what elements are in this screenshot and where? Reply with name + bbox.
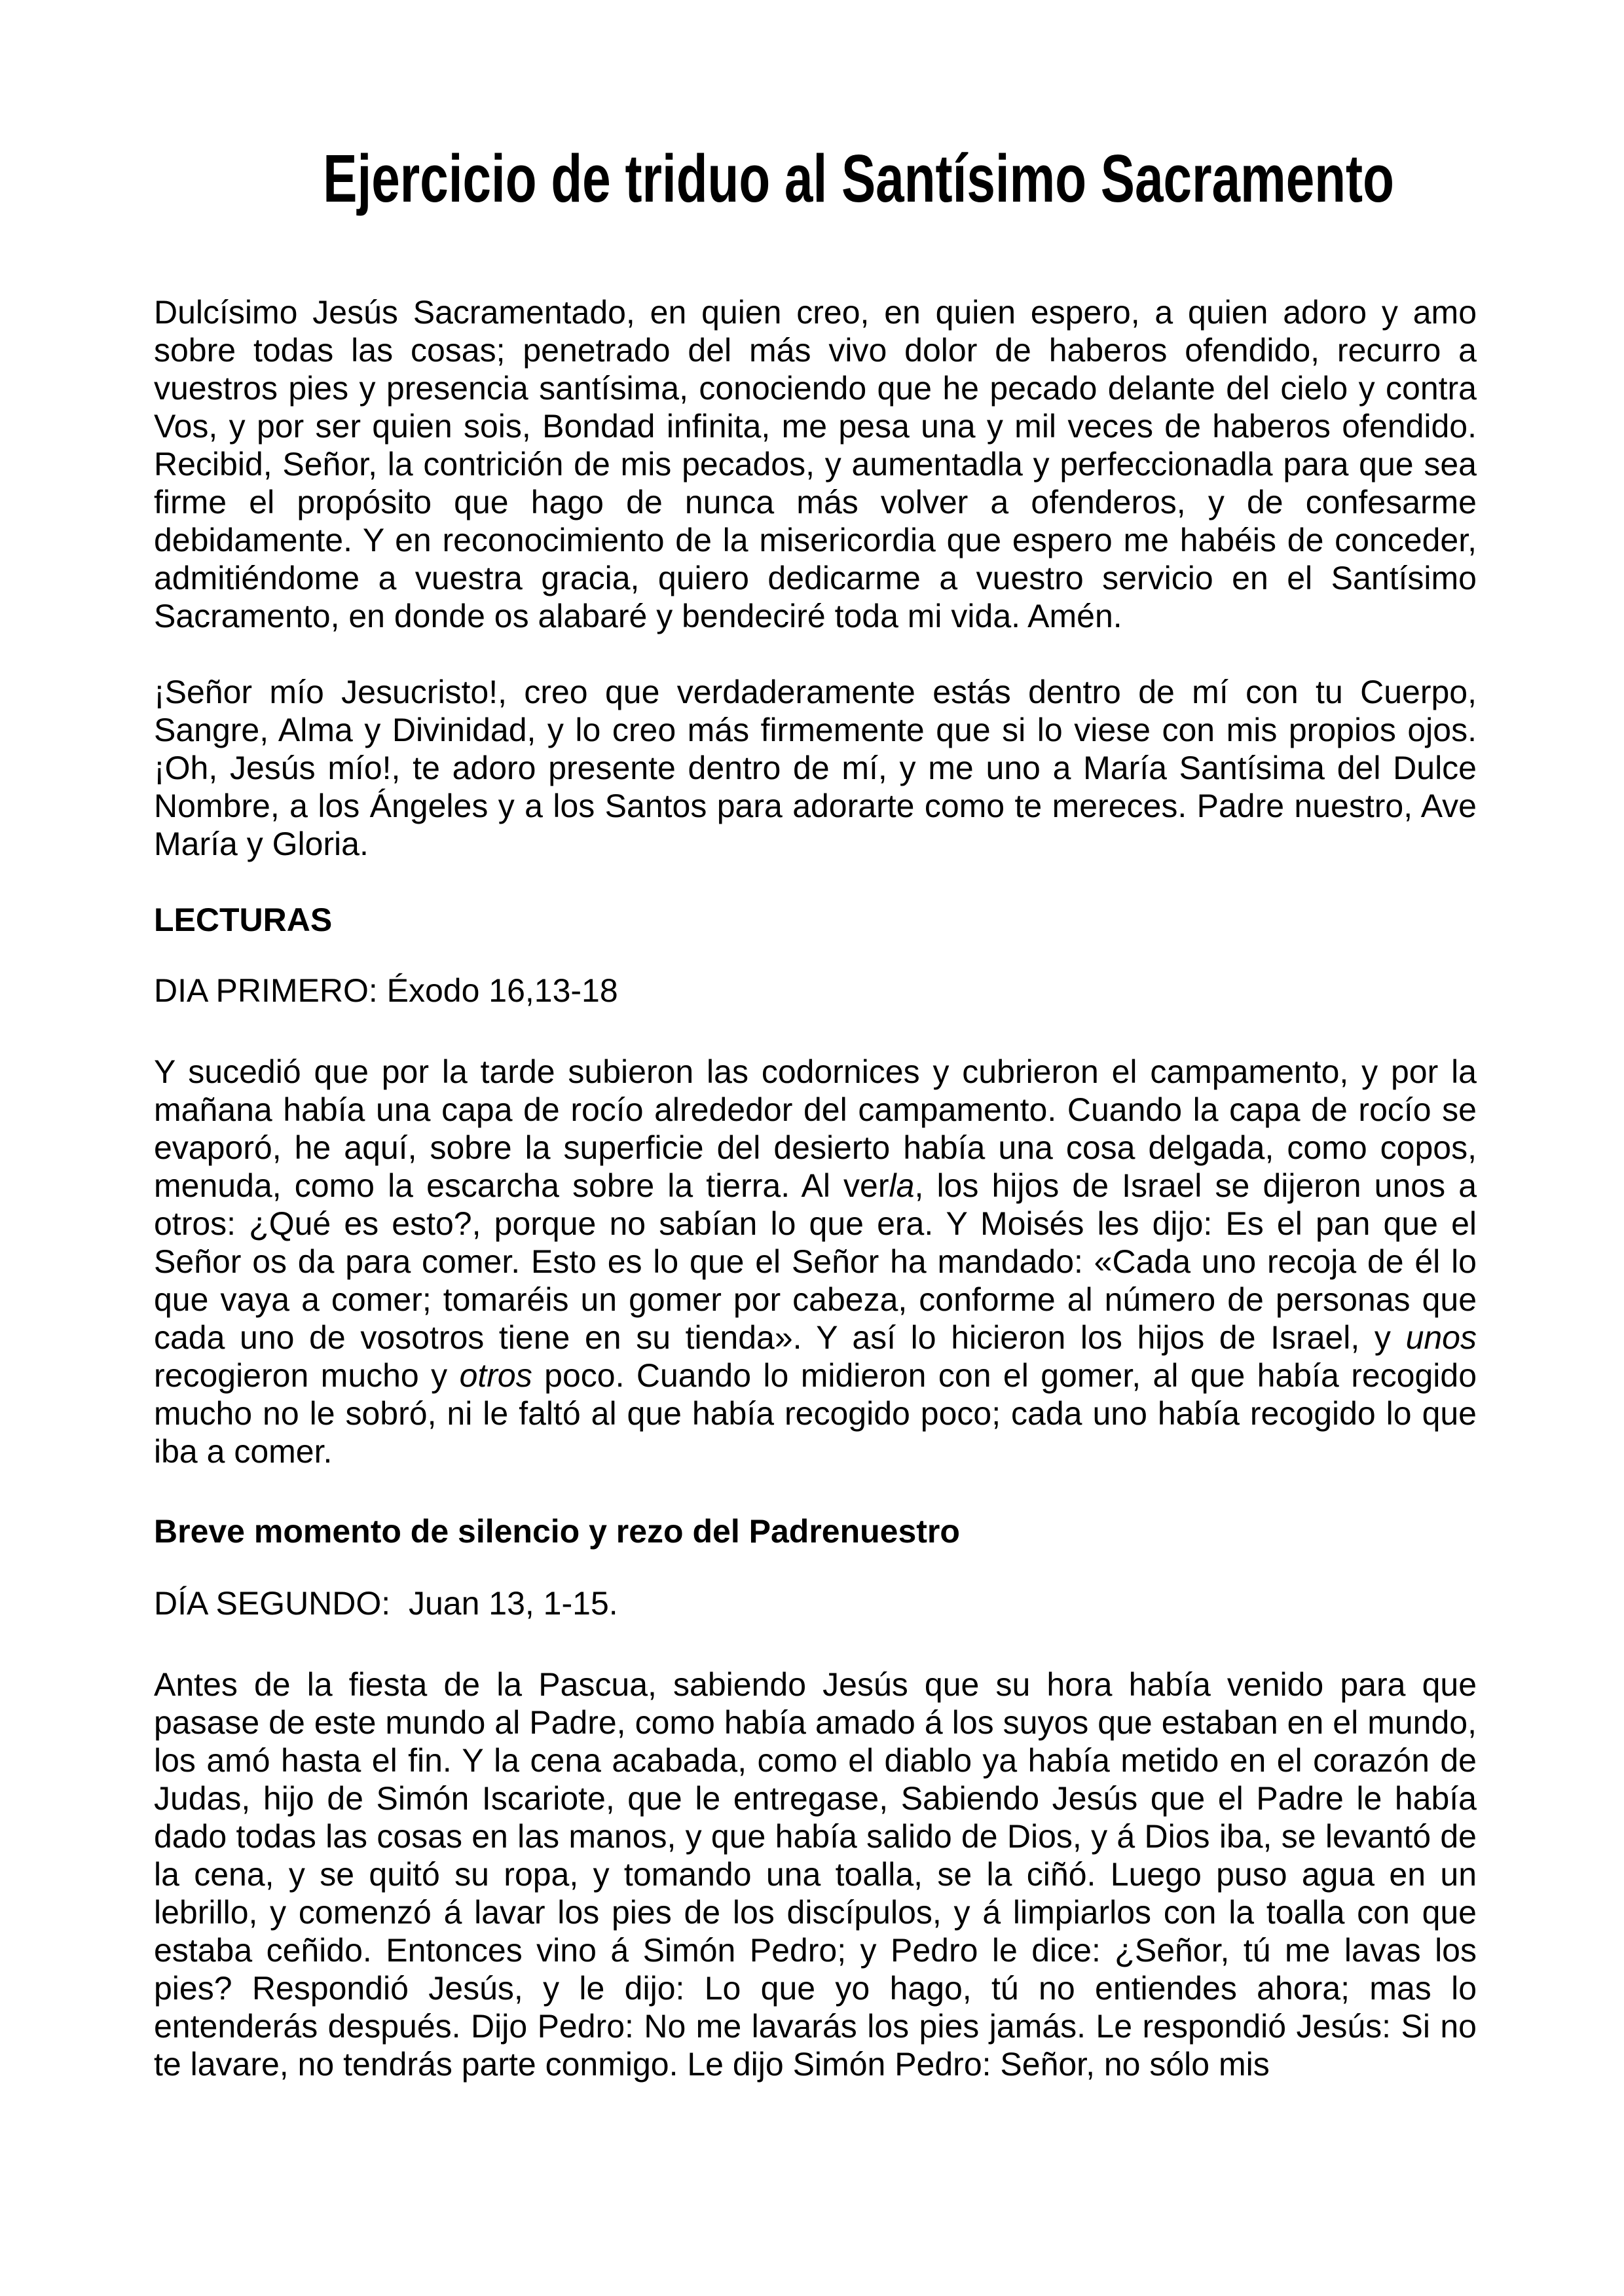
document-title: [154, 141, 1477, 216]
day-two-heading: DÍA SEGUNDO: Juan 13, 1-15.: [154, 1585, 618, 1622]
john-reading-paragraph: Antes de la fiesta de la Pascua, sabiendo Jesús que su hora había venido para que pasase de este mundo al Padre, como había amado á los suyos que estaban en el mundo, los amó hasta el fin. Y la cena acabada, como el diablo ya había metido en el corazón de Judas, hijo de Simón Iscariote, que le entregase, Sabiendo Jesús que el Padre le había dado todas las cosas en las manos, y que había salido de Dios, y á Dios iba, se levantó de la cena, y se quitó su ropa, y tomando una toalla, se la ciñó. Luego puso agua en un lebrillo, y comenzó á lavar los pies de los discípulos, y á limpiarlos con la toalla con que estaba ceñido. Entonces vino á Simón Pedro; y Pedro le dice: ¿Señor, tú me lavas los pies? Respondió Jesús, y le dijo: Lo que yo hago, tú no entiendes ahora; mas lo entenderás después. Dijo Pedro: No me lavarás los pies jamás. Le respondió Jesús: Si no te lavare, no tendrás parte conmigo. Le dijo Simón Pedro: Señor, no sólo mis: [154, 1666, 1477, 2083]
exodus-reading-run: Y sucedió que por la tarde subieron las codornices y cubrieron el campamento, y por la mañana había una capa de rocío alrededor del campamento. Cuando la capa de rocío se evaporó, he aquí, sobre la superficie del desierto había una cosa delgada, como copos, menuda, como la escarcha sobre la tierra. Al ver: [154, 1053, 1477, 1205]
silence-note-heading: Breve momento de silencio y rezo del Padrenuestro: [154, 1513, 960, 1550]
opening-prayer-paragraph: Dulcísimo Jesús Sacramentado, en quien creo, en quien espero, a quien adoro y amo sobre todas las cosas; penetrado del más vivo dolor de haberos ofendido, recurro a vuestros pies y presencia santísima, conociendo que he pecado delante del cielo y contra Vos, y por ser quien sois, Bondad infinita, me pesa una y mil veces de haberos ofendido. Recibid, Señor, la contrición de mis pecados, y aumentadla y perfeccionadla para que sea firme el propósito que hago de nunca más volver a ofenderos, y de confesarme debidamente. Y en reconocimiento de la misericordia que espero me habéis de conceder, admitiéndome a vuestra gracia, quiero dedicarme a vuestro servicio en el Santísimo Sacramento, en donde os alabaré y bendeciré toda mi vida. Amén.: [154, 294, 1477, 635]
exodus-reading-run-italic: la: [889, 1167, 915, 1205]
document-title-text: Ejercicio de triduo al Santísimo Sacramento: [323, 141, 1394, 216]
exodus-reading-run: , los hijos de Israel se dijeron unos a otros: ¿Qué es esto?, porque no sabían lo que era. Y Moisés les dijo: Es el pan que el Señor os da para comer. Esto es lo que el Señor ha mandado: «Cada uno recoja de él lo que vaya a comer; tomaréis un gomer por cabeza, conforme al número de personas que cada uno de vosotros tiene en su tienda». Y así lo hicieron los hijos de Israel, y: [154, 1167, 1477, 1357]
communion-prayer-paragraph: ¡Señor mío Jesucristo!, creo que verdaderamente estás dentro de mí con tu Cuerpo, Sangre, Alma y Divinidad, y lo creo más firmemente que si lo viese con mis propios ojos. ¡Oh, Jesús mío!, te adoro presente dentro de mí, y me uno a María Santísima del Dulce Nombre, a los Ángeles y a los Santos para adorarte como te mereces. Padre nuestro, Ave María y Gloria.: [154, 674, 1477, 863]
exodus-reading-run: recogieron mucho y: [154, 1357, 460, 1394]
exodus-reading-run: poco. Cuando lo midieron con el gomer, al que había recogido mucho no le sobró, ni le faltó al que había recogido poco; cada uno había recogido lo que iba a comer.: [154, 1357, 1477, 1470]
exodus-reading-run-italic: otros: [459, 1357, 532, 1394]
lecturas-section-heading: LECTURAS: [154, 902, 333, 939]
day-one-heading: DIA PRIMERO: Éxodo 16,13-18: [154, 972, 618, 1010]
exodus-reading-paragraph: [154, 1053, 1477, 1470]
exodus-reading-run-italic: unos: [1405, 1319, 1477, 1357]
